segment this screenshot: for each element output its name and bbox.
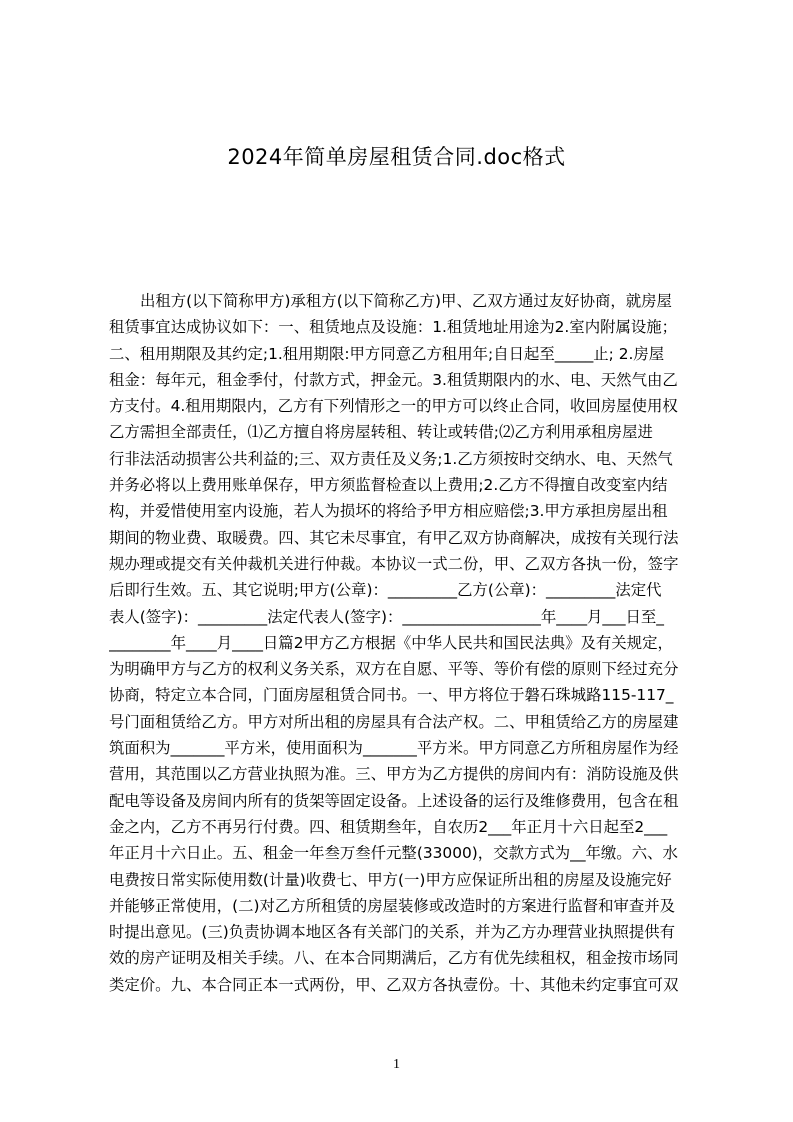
body-line: 金之内，乙方不再另行付费。四、租赁期叁年，自农历2___年正月十六日起至2___ <box>109 817 668 836</box>
body-line: 并务必将以上费用账单保存，甲方须监督检查以上费用;2.乙方不得擅自改变室内结 <box>109 476 668 495</box>
body-line: 类定价。九、本合同正本一式两份，甲、乙双方各执壹份。十、其他未约定事宜可双 <box>109 975 679 994</box>
document-title: 2024年简单房屋租赁合同.doc格式 <box>227 145 566 169</box>
body-line: 配电等设备及房间内所有的货架等固定设备。上述设备的运行及维修费用，包含在租 <box>109 791 679 810</box>
body-line: 表人(签字)：_________法定代表人(签字)：__________________年____月___日至_ <box>109 607 664 626</box>
body-line: 营用，其范围以乙方营业执照为准。三、甲方为乙方提供的房间内有：消防设施及供 <box>109 765 679 784</box>
body-line: 行非法活动损害公共利益的;三、双方责任及义务;1.乙方须按时交纳水、电、天然气 <box>109 449 673 468</box>
body-line: 号门面租赁给乙方。甲方对所出租的房屋具有合法产权。二、甲租赁给乙方的房屋建 <box>109 712 679 731</box>
body-line: 协商，特定立本合同，门面房屋租赁合同书。一、甲方将位于磐石珠城路115-117_ <box>109 686 674 705</box>
body-line: 规办理或提交有关仲裁机关进行仲裁。本协议一式二份，甲、乙双方各执一份，签字 <box>109 554 679 573</box>
body-line: 并能够正常使用，(二)对乙方所租赁的房屋装修或改造时的方案进行监督和审查并及 <box>109 896 676 915</box>
page-number: 1 <box>393 1057 400 1072</box>
body-line: 年正月十六日止。五、租金一年叁万叁仟元整(33000)，交款方式为__年缴。六、水 <box>109 844 678 863</box>
body-line: 筑面积为_______平方米，使用面积为_______平方米。甲方同意乙方所租房屋作为经 <box>109 739 679 758</box>
body-line: 效的房产证明及相关手续。八、在本合同期满后，乙方有优先续租权，租金按市场同 <box>109 949 679 968</box>
body-line: 租金：每年元，租金季付，付款方式，押金元。3.租赁期限内的水、电、天然气由乙 <box>109 370 678 389</box>
body-line: 出租方(以下简称甲方)承租方(以下简称乙方)甲、乙双方通过友好协商，就房屋 <box>140 292 672 310</box>
body-line: 时提出意见。(三)负责协调本地区各有关部门的关系，并为乙方办理营业执照提供有 <box>109 923 676 942</box>
body-line: 为明确甲方与乙方的权利义务关系，双方在自愿、平等、等价有偿的原则下经过充分 <box>109 660 679 679</box>
document-body <box>109 288 701 998</box>
body-line: ________年____月____日篇2甲方乙方根据《中华人民共和国民法典》及有关规定， <box>109 633 673 652</box>
body-line: 期间的物业费、取暖费。四、其它未尽事宜，有甲乙双方协商解决，成按有关现行法 <box>109 528 679 547</box>
body-line: 乙方需担全部责任，⑴乙方擅自将房屋转租、转让或转借;⑵乙方利用承租房屋进 <box>109 423 653 442</box>
body-line: 构，并爱惜使用室内设施，若人为损坏的将给予甲方相应赔偿;3.甲方承担房屋出租 <box>109 502 668 521</box>
body-line: 二、租用期限及其约定;1.租用期限:甲方同意乙方租用年;自日起至_____止; 2.房屋 <box>109 344 665 363</box>
body-line: 电费按日常实际使用数(计量)收费七、甲方(一)甲方应保证所出租的房屋及设施完好 <box>109 870 672 889</box>
body-line: 方支付。4.租用期限内，乙方有下列情形之一的甲方可以终止合同，收回房屋使用权 <box>109 397 678 416</box>
body-line: 后即行生效。五、其它说明;甲方(公章)：_________乙方(公章)：_________法定代 <box>109 581 662 600</box>
body-line: 租赁事宜达成协议如下：一、租赁地点及设施：1.租赁地址用途为2.室内附属设施； <box>109 318 678 337</box>
